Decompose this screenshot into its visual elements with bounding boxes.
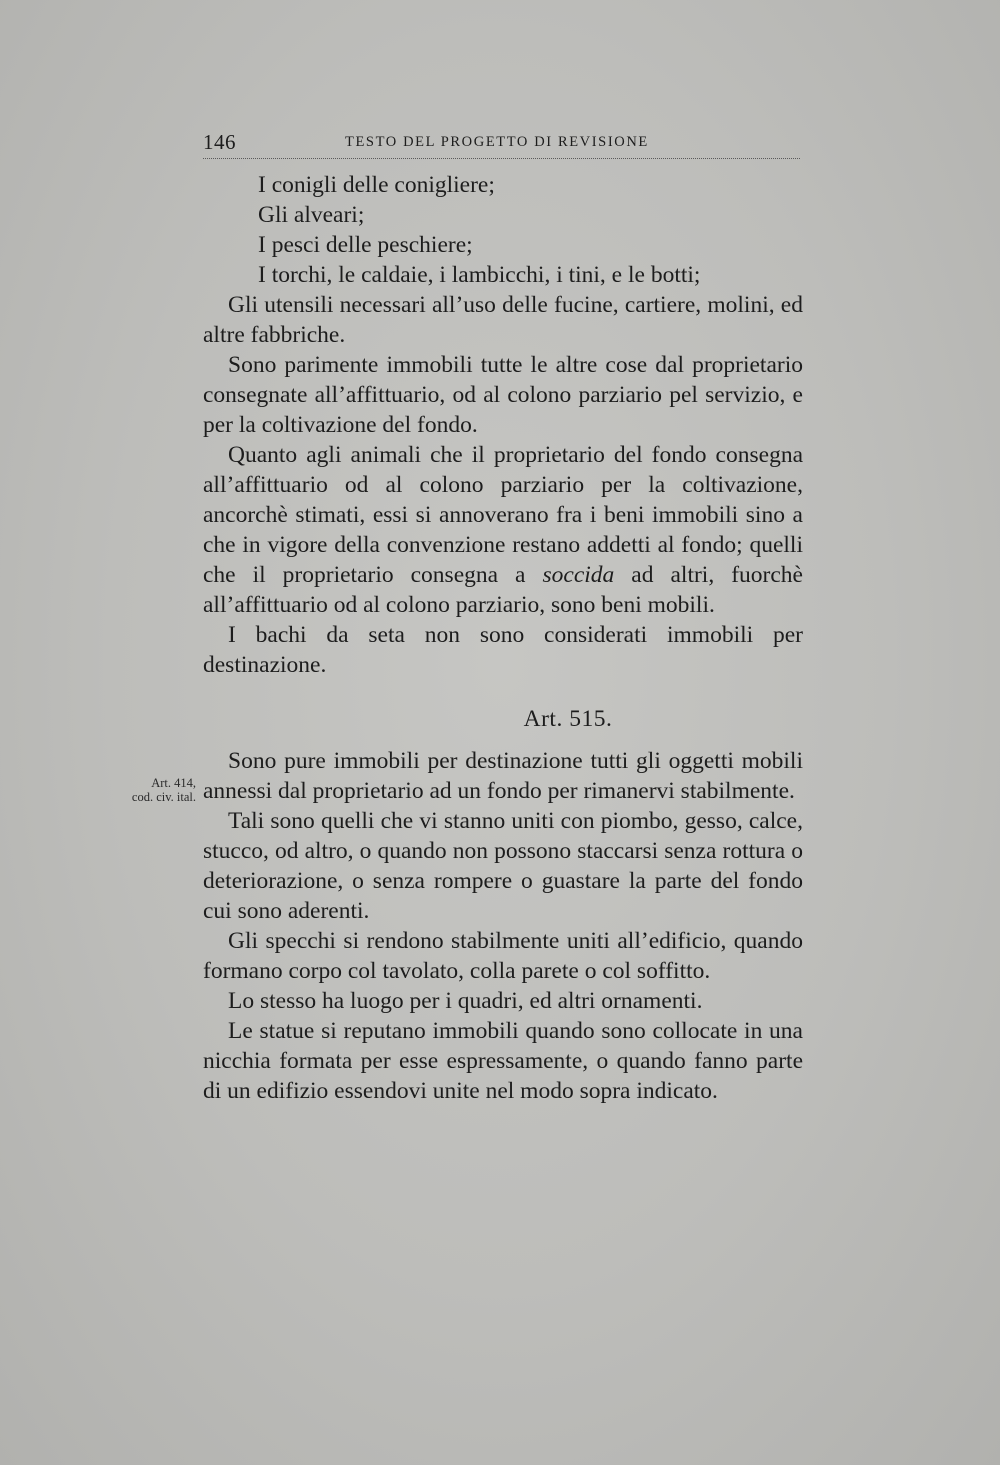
italic-term-soccida: soccida (542, 562, 615, 588)
paragraph-parimente: Sono parimente immobili tutte le altre cose dal proprietario consegnate all’affittuario, od al colono parziario pel servizio, e per la coltivazione del fondo. (203, 352, 803, 438)
list-item: Gli alveari; (258, 202, 365, 228)
article-paragraph: Tali sono quelli che vi stanno uniti con piombo, gesso, calce, stucco, od altro, o quando non possono staccarsi senza rottura o deteriorazione, o senza rompere o guastare la parte del fondo cui sono aderenti. (203, 808, 803, 924)
margin-note-line: Art. 414, (151, 776, 196, 790)
article-paragraph: Le statue si reputano immobili quando sono collocate in una nicchia formata per esse espressamente, o quando fanno parte di un edifizio essendovi unite nel modo sopra indicato. (203, 1018, 803, 1104)
list-item: I torchi, le caldaie, i lambicchi, i tini, e le botti; (258, 262, 701, 288)
paragraph-animali-part2: ad altri, fuorchè all’affittuario od al colono parziario, sono beni mobili. (203, 562, 803, 618)
running-head (203, 128, 800, 159)
paragraph-animali (203, 440, 803, 620)
article-paragraph: Lo stesso ha luogo per i quadri, ed altri ornamenti. (228, 988, 703, 1014)
margin-note-line: cod. civ. ital. (131, 790, 196, 804)
list-item: I conigli delle conigliere; (258, 172, 495, 198)
page-number: 146 (203, 130, 236, 154)
paragraph-utensili: Gli utensili necessari all’uso delle fucine, cartiere, molini, ed altre fabbriche. (203, 292, 803, 348)
running-head-title: TESTO DEL PROGETTO DI REVISIONE (345, 134, 649, 150)
paragraph-animali-part1: Quanto agli animali che il proprietario del fondo consegna all’affittuario od al colono parziario per la coltivazione, ancorchè stimati, essi si annoverano fra i beni immobili sino a che in vigore della convenzione restano addetti al fondo; quelli che il proprietario consegna a (203, 442, 803, 588)
margin-note (84, 776, 196, 804)
list-item: I pesci delle peschiere; (258, 232, 473, 258)
paragraph-bachi: I bachi da seta non sono considerati immobili per destinazione. (203, 622, 803, 678)
article-heading: Art. 515. (523, 706, 613, 732)
article-paragraph: Gli specchi si rendono stabilmente uniti all’edificio, quando formano corpo col tavolato, colla parete o col soffitto. (203, 928, 803, 984)
article-paragraph: Sono pure immobili per destinazione tutti gli oggetti mobili annessi dal proprietario ad un fondo per rimanervi stabilmente. (203, 748, 803, 804)
body-text (203, 170, 803, 1106)
